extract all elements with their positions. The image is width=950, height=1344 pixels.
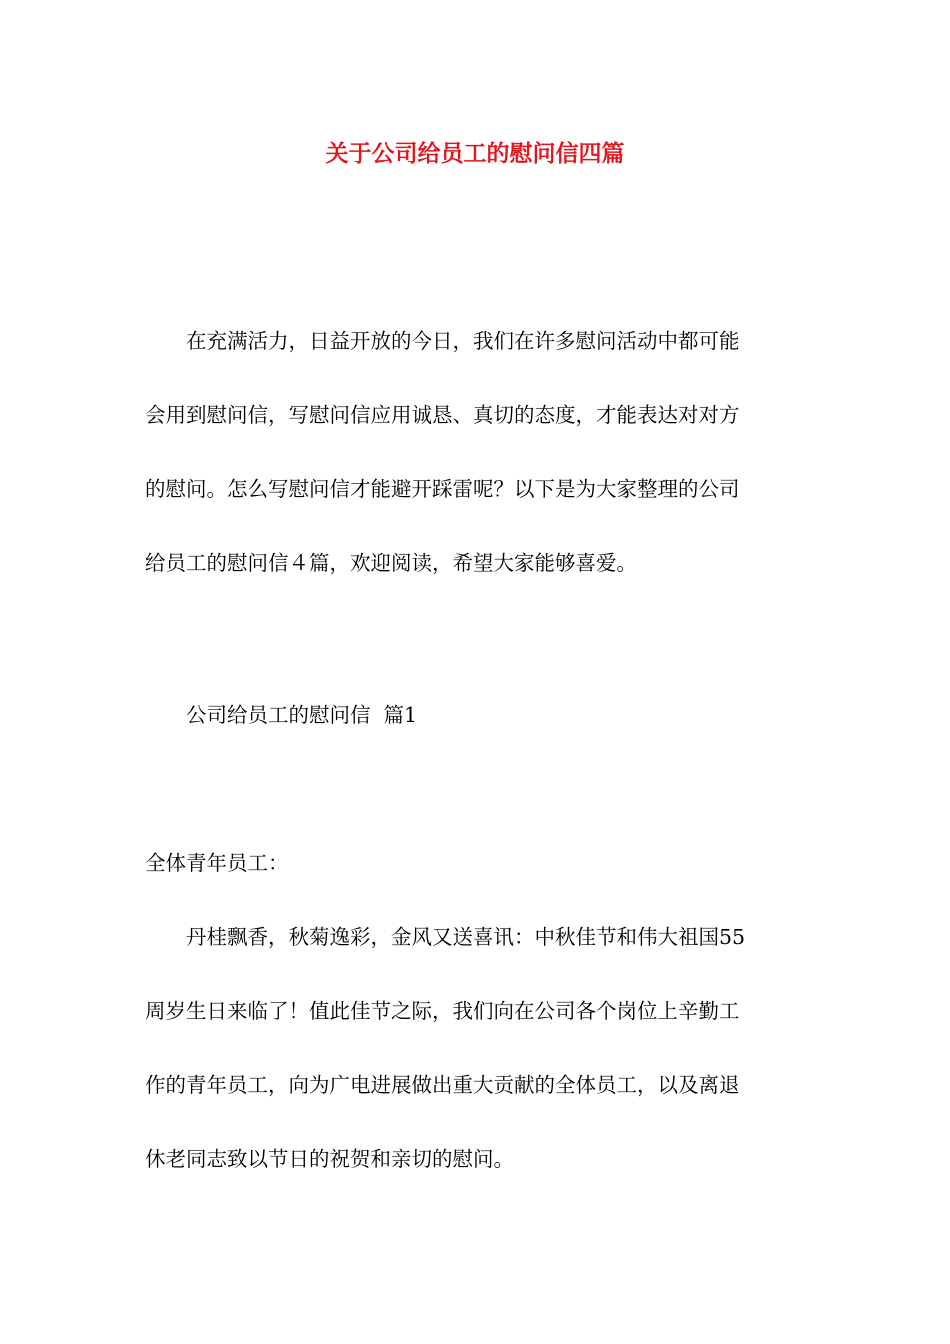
body-line: 丹桂飘香，秋菊逸彩，金风又送喜讯：中秋佳节和伟大祖国55 — [186, 925, 746, 949]
body-line: 周岁生日来临了！值此佳节之际，我们向在公司各个岗位上辛勤工 — [145, 999, 740, 1023]
letter-salutation: 全体青年员工： — [145, 851, 289, 875]
section-heading: 公司给员工的慰问信 篇1 — [186, 703, 418, 727]
body-line: 作的青年员工，向为广电进展做出重大贡献的全体员工，以及离退 — [145, 1073, 740, 1097]
intro-line: 会用到慰问信，写慰问信应用诚恳、真切的态度，才能表达对对方 — [145, 403, 740, 427]
document-title: 关于公司给员工的慰问信四篇 — [325, 141, 625, 167]
intro-paragraph — [145, 304, 805, 600]
intro-line: 的慰问。怎么写慰问信才能避开踩雷呢？以下是为大家整理的公司 — [145, 477, 740, 501]
intro-line: 给员工的慰问信４篇，欢迎阅读，希望大家能够喜爱。 — [145, 551, 637, 575]
body-line: 休老同志致以节日的祝贺和亲切的慰问。 — [145, 1147, 514, 1171]
intro-line: 在充满活力，日益开放的今日，我们在许多慰问活动中都可能 — [186, 329, 740, 353]
letter-body-paragraph — [145, 900, 805, 1196]
